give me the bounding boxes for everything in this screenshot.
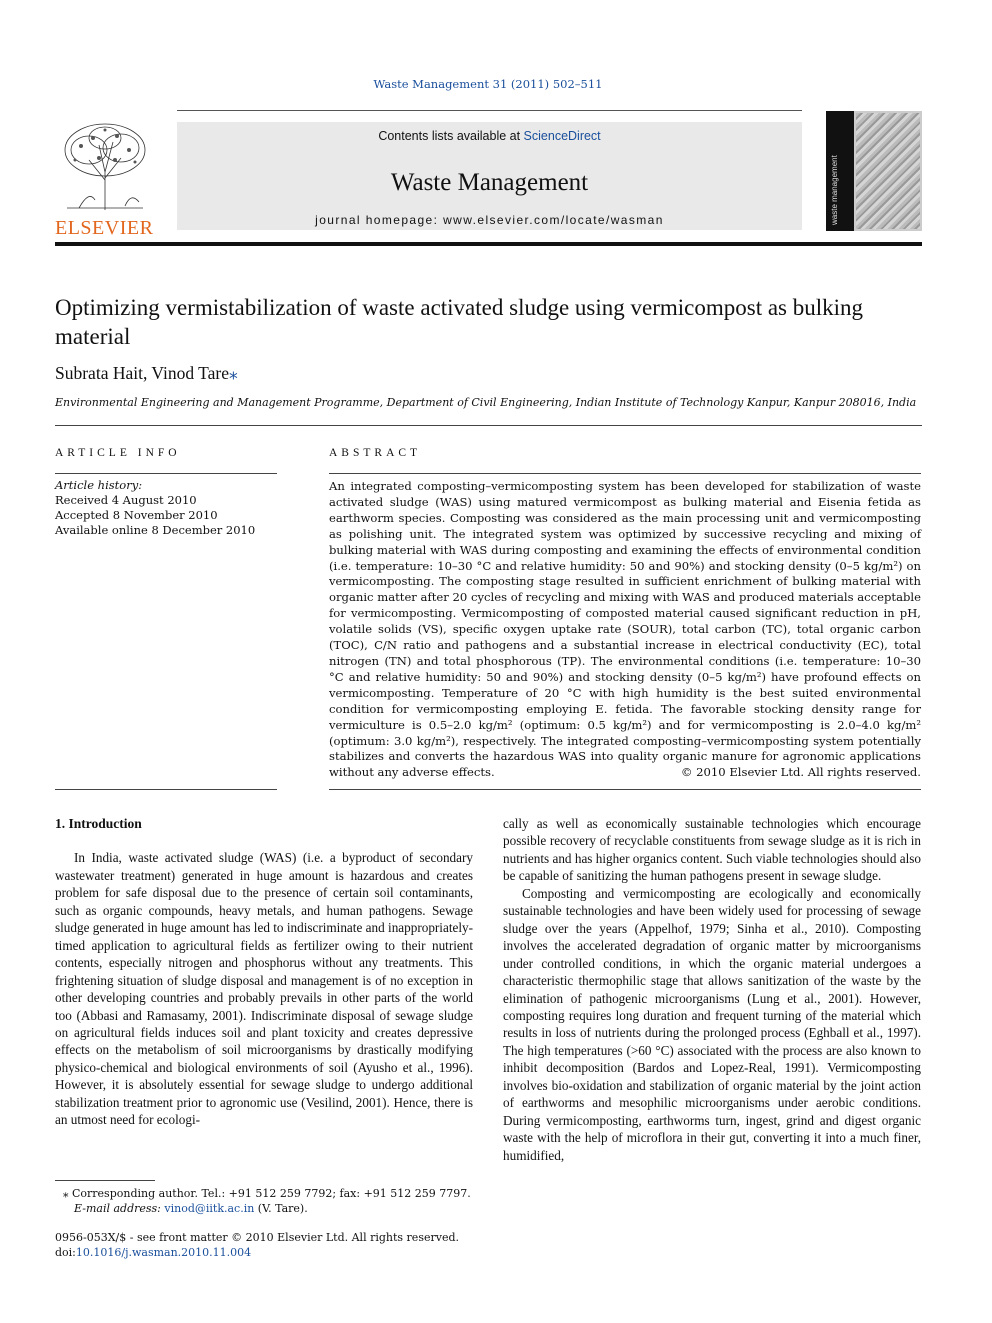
history-heading: Article history: <box>55 478 143 492</box>
journal-title-box <box>177 122 802 230</box>
corresponding-author-note: ⁎ Corresponding author. Tel.: +91 512 259 7792; fax: +91 512 259 7797. <box>63 1187 471 1200</box>
footnote <box>55 1186 473 1216</box>
sciencedirect-link[interactable]: ScienceDirect <box>523 129 601 143</box>
issn-line: 0956-053X/$ - see front matter © 2010 Elsevier Ltd. All rights reserved. <box>55 1231 459 1244</box>
email-suffix: (V. Tare). <box>254 1202 308 1215</box>
email-link[interactable]: vinod@iitk.ac.in <box>164 1202 255 1215</box>
cover-title: waste management <box>830 155 839 225</box>
paragraph: cally as well as economically sustainable technologies which encourage possible recovery of recyclable constituents from sewage sludge as it is rich in nutrients and has higher organics content. Such viable technologies should also be capable of sanitizing the human pathogens present in sewage sludge. <box>503 816 921 884</box>
authors: Subrata Hait, Vinod Tare <box>55 363 229 383</box>
doi-label: doi: <box>55 1245 76 1259</box>
paragraph: Composting and vermicomposting are ecologically and economically sustainable technologies and have been widely used for processing of sewage sludge over the years (Appelhof, 1979; Sinha et al., 2010). Composting involves the accelerated degradation of organic matter by microorganisms under controlled conditions, in which the organic material undergoes a characteristic thermophilic stage that allows sanitization of the waste by the elimination of pathogenic microorganisms (Lung et al., 2001). However, composting requires long duration and frequent turning of the material which results in loss of nutrients during the prolonged process (Eghball et al., 1997). The high temperatures (>60 °C) associated with the process are also known to inhibit decomposition (Bardos and Lopez-Real, 1991). Vermicomposting involves bio-oxidation and stabilization of organic material by the joint action of earthworms and mesophilic microorganisms under aerobic conditions. During vermicomposting, earthworms turn, ingest, grind and digest organic waste with the help of microflora in their gut, converting it into a much finer, humidified, <box>503 885 921 1163</box>
elsevier-tree-icon <box>59 120 151 212</box>
article-info-bottom-rule <box>55 789 277 790</box>
abstract-heading: ABSTRACT <box>329 447 422 459</box>
journal-citation[interactable]: Waste Management 31 (2011) 502–511 <box>373 77 603 91</box>
body-column-left <box>55 815 473 1129</box>
masthead-bottom-rule <box>55 242 922 246</box>
email-label: E-mail address: <box>74 1202 165 1215</box>
contents-line: Contents lists available at ScienceDirect <box>378 129 601 143</box>
corresponding-author-link[interactable]: ⁎ <box>228 363 238 383</box>
journal-title: Waste Management <box>390 169 589 196</box>
affiliation: Environmental Engineering and Management Programme, Department of Civil Engineering, Indian Institute of Technology Kanpur, Kanpur 208016, India <box>55 396 917 409</box>
cover-spine <box>826 111 854 231</box>
doi-line <box>55 1246 473 1261</box>
author-list <box>55 363 238 384</box>
abstract-text: An integrated composting–vermicomposting system has been developed for stabilization of waste activated sludge (WAS) using matured vermicompost as bulking material and Eisenia fetida as earthworm species. Composting was considered as the main processing unit and vermicomposting as polishing unit. The integrated system was optimized by successive recycling and mixing of bulking material with WAS during composting and examining the effects of environmental condition (i.e. temperature: 10–30 °C and relative humidity: 50 and 90%) and stocking density (0–5 kg/m²) on vermicomposting. The composting stage resulted in sufficient enrichment of bulking material with organic matter after 20 cycles of recycling and mixing with WAS and produced materials acceptable for vermicomposting. Vermicomposting of composted material caused significant reduction in pH, volatile solids (VS), specific oxygen uptake rate (SOUR), total carbon (TC), total organic carbon (TOC), C/N ratio and pathogens and a substantial increase in electrical conductivity (EC), total nitrogen (TN) and total phosphorous (TP). The environmental conditions (i.e. temperature: 10–30 °C and relative humidity: 50 and 90%) and stocking density (0–5 kg/m²) have profound effects on vermicomposting. Temperature of 20 °C with high humidity is the best suited environmental condition for vermicomposting employing E. fetida. The favorable stocking density range for vermiculture is 0.5–2.0 kg/m² (optimum: 0.5 kg/m²) and for vermicomposting is 2.0–4.0 kg/m² (optimum: 3.0 kg/m²), respectively. The integrated composting–vermicomposting system potentially stabilizes and converts the hazardous WAS into quality organic manure for agronomic applications without any adverse effects. <box>329 479 921 780</box>
publisher-name: ELSEVIER <box>55 217 154 239</box>
header-divider <box>55 425 922 426</box>
received-date: Received 4 August 2010 <box>55 493 197 507</box>
article-history <box>55 478 277 538</box>
front-matter <box>55 1231 473 1260</box>
journal-masthead <box>55 108 922 248</box>
email-line <box>55 1201 473 1216</box>
article-info-rule <box>55 473 277 474</box>
doi-link[interactable]: 10.1016/j.wasman.2010.11.004 <box>75 1245 252 1259</box>
article-info-heading: ARTICLE INFO <box>55 447 181 459</box>
journal-cover-image[interactable] <box>826 111 922 231</box>
journal-homepage[interactable]: journal homepage: www.elsevier.com/locate/wasman <box>315 213 664 227</box>
abstract-rule <box>329 473 921 474</box>
article-title: Optimizing vermistabilization of waste activated sludge using vermicompost as bulking material <box>55 295 864 349</box>
body-column-right <box>503 815 921 1164</box>
accepted-date: Accepted 8 November 2010 <box>55 508 218 522</box>
footnote-rule <box>55 1180 155 1181</box>
elsevier-logo[interactable] <box>55 120 155 238</box>
masthead-rule <box>177 110 802 111</box>
paragraph: In India, waste activated sludge (WAS) (i.e. a byproduct of secondary wastewater treatment) generated in huge amount is hazardous and creates problem for safe disposal due to the presence of certain soil contaminants, such as organic compounds, heavy metals, and human pathogens. Sewage sludge generated in huge amount has led to indiscriminate and inappropriately-timed application to agricultural fields as fertilizer owing to their nutrient contents, especially nitrogen and phosphorus without any treatments. This frightening situation of sludge disposal and management is of no exception in other developing countries and probably prevails in other parts of the world too (Abbasi and Ramasamy, 2001). Indiscriminate disposal of sewage sludge on agricultural fields induces soil and plant toxicity and creates depressive effects on the metabolism of soil microorganisms by drastically modifying physico-chemical and biological environments of soil (Ayusho et al., 1996). However, it is absolutely essential for sewage sludge to undergo additional stabilization treatment prior to agronomic use (Vesilind, 2001). Hence, there is an utmost need for ecologi- <box>55 850 473 1128</box>
online-date: Available online 8 December 2010 <box>55 523 256 537</box>
section-heading: 1. Introduction <box>55 816 142 831</box>
abstract-bottom-rule <box>329 789 921 790</box>
abstract-copyright: © 2010 Elsevier Ltd. All rights reserved. <box>680 765 921 779</box>
cover-art <box>856 113 920 229</box>
